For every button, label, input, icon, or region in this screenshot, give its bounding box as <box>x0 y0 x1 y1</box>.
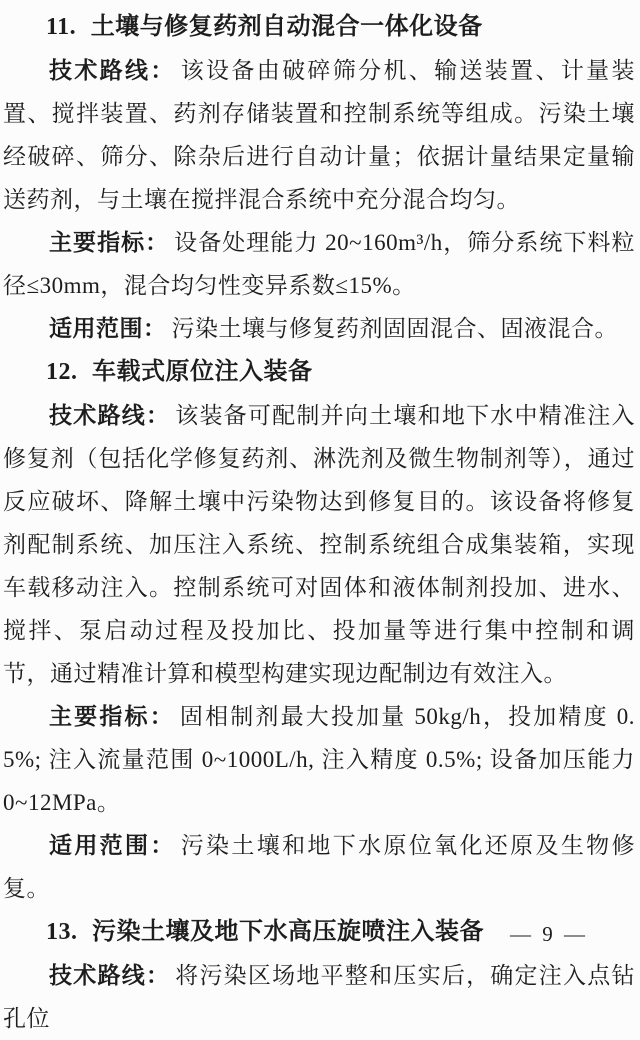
key-metrics-label: 主要指标： <box>49 703 175 729</box>
tech-route-text: 将污染区场地平整和压实后，确定注入点钻孔位 <box>3 963 636 1031</box>
tech-route-text: 该设备由破碎筛分机、输送装置、计量装置、搅拌装置、药剂存储装置和控制系统等组成。污染土壤经破碎、筛分、除杂后进行自动计量；依据计量结果定量输送药剂，与土壤在搅拌混合系统中充分混合均匀。 <box>3 58 636 212</box>
section-11-tech-route-paragraph <box>3 49 635 221</box>
section-12-heading <box>3 350 635 394</box>
section-13-number: 13. <box>46 919 78 945</box>
section-11-number: 11. <box>46 14 77 40</box>
tech-route-label: 技术路线： <box>49 962 171 988</box>
section-13-title: 污染土壤及地下水高压旋喷注入装备 <box>92 918 484 945</box>
section-11-heading <box>3 5 635 49</box>
scope-label: 适用范围： <box>49 832 176 858</box>
scope-text: 污染土壤和地下水原位氧化还原及生物修复。 <box>3 833 636 901</box>
section-11-title: 土壤与修复药剂自动混合一体化设备 <box>90 13 483 40</box>
tech-route-label: 技术路线： <box>49 57 176 83</box>
section-12-tech-route-paragraph <box>3 394 635 695</box>
section-12-title: 车载式原位注入装备 <box>92 358 313 385</box>
scope-text: 污染土壤与修复药剂固固混合、固液混合。 <box>171 316 618 341</box>
tech-route-text: 该装备可配制并向土壤和地下水中精准注入修复剂（包括化学修复药剂、淋洗剂及微生物制剂等），通过反应破坏、降解土壤中污染物达到修复目的。该设备将修复剂配制系统、加压注入系统、控制系统组合成集装箱，实现车载移动注入。控制系统可对固体和液体制剂投加、进水、搅拌、泵启动过程及投加比、投加量等进行集中控制和调节，通过精准计算和模型构建实现边配制边有效注入。 <box>3 403 636 686</box>
section-12-scope-paragraph <box>3 824 635 910</box>
key-metrics-label: 主要指标： <box>49 229 170 255</box>
section-11 <box>3 5 635 350</box>
section-11-key-metrics-paragraph <box>3 221 635 307</box>
key-metrics-text: 设备处理能力 20~160m³/h，筛分系统下料粒径≤30mm，混合均匀性变异系数≤15%。 <box>3 230 635 298</box>
section-12 <box>3 350 635 910</box>
section-11-scope-paragraph <box>3 307 635 350</box>
tech-route-label: 技术路线： <box>49 402 171 428</box>
section-12-key-metrics-paragraph <box>3 695 635 824</box>
key-metrics-text: 固相制剂最大投加量 50kg/h，投加精度 0.5%; 注入流量范围 0~1000L/h, 注入精度 0.5%; 设备加压能力 0~12MPa。 <box>3 704 636 815</box>
section-12-number: 12. <box>46 359 78 385</box>
page-number: — 9 — <box>510 922 588 946</box>
scope-label: 适用范围： <box>49 315 167 341</box>
section-13-tech-route-paragraph <box>3 954 635 1040</box>
